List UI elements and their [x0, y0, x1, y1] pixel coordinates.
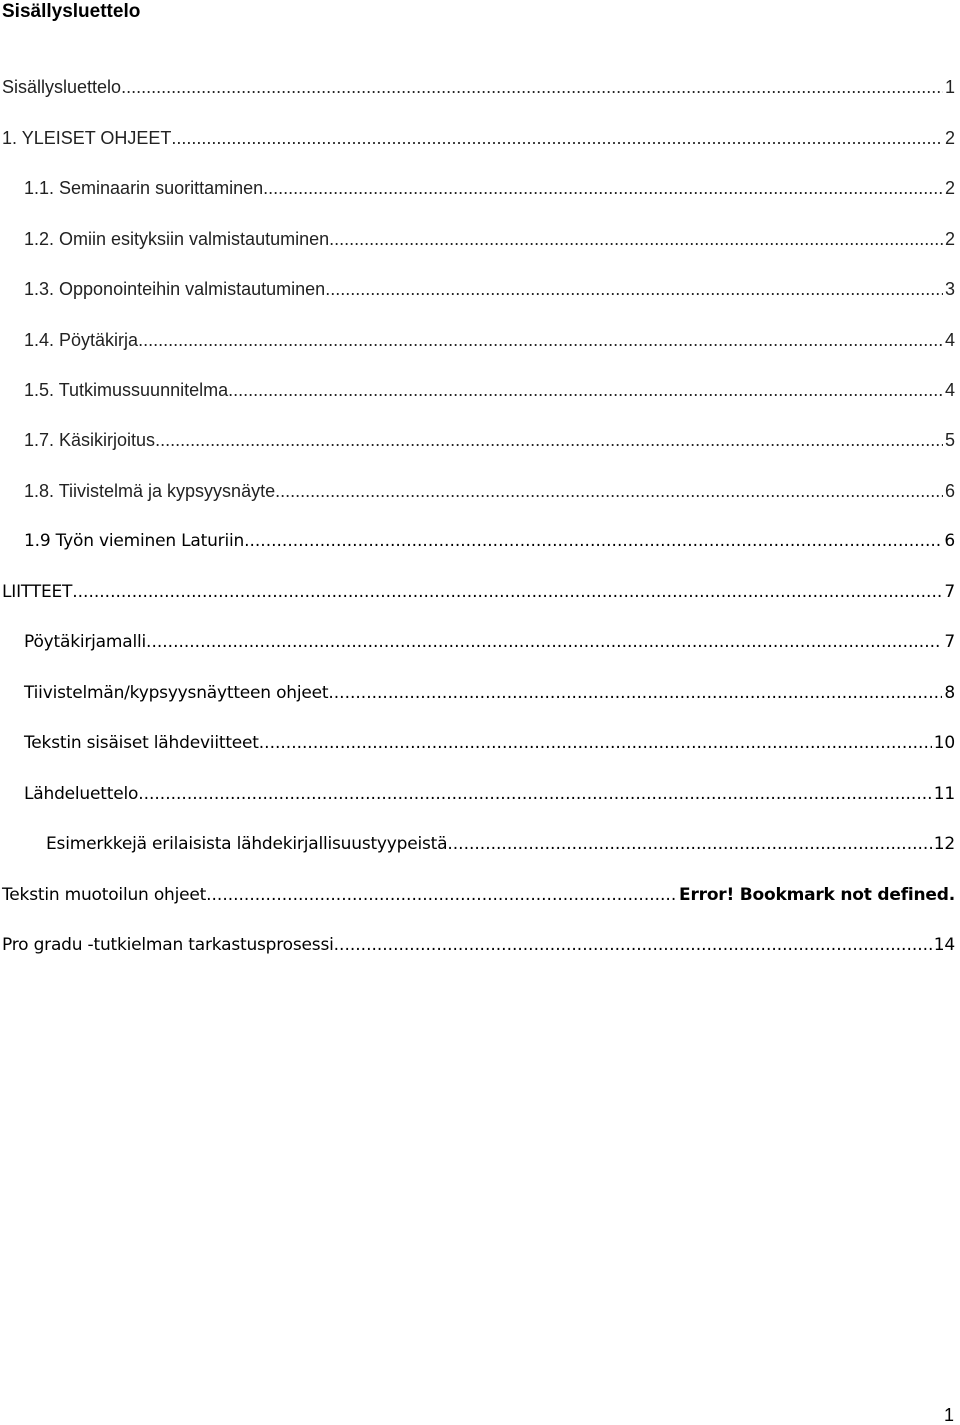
toc-entry-page: 12 [933, 834, 955, 854]
toc-entry-page: 2 [944, 178, 955, 198]
toc-entry-sisallysluettelo[interactable] [2, 75, 955, 99]
toc-entry-tutkimussuunnitelma[interactable] [24, 378, 955, 402]
toc-entry-label: Sisällysluettelo [2, 77, 122, 97]
toc-entry-page: 8 [944, 683, 955, 703]
toc-entry-muotoilun-ohjeet[interactable] [2, 883, 955, 907]
toc-entry-page: 6 [944, 531, 955, 551]
toc-entry-tiivistelma[interactable] [24, 479, 955, 503]
toc-entry-label: LIITTEET [2, 582, 73, 602]
dot-leader [228, 378, 943, 402]
toc-entry-yleiset-ohjeet[interactable] [2, 126, 955, 150]
toc-entry-page: 1 [944, 77, 955, 97]
dot-leader [138, 782, 932, 806]
dot-leader [259, 731, 932, 755]
toc-entry-page: 2 [944, 229, 955, 249]
toc-entry-label: 1.1. Seminaarin suorittaminen [24, 178, 264, 198]
dot-leader [206, 883, 677, 907]
toc-entry-page: 3 [944, 279, 955, 299]
dot-leader [72, 580, 942, 604]
toc-entry-tarkastusprosessi[interactable] [2, 933, 955, 957]
toc-entry-label: Tekstin muotoilun ohjeet [2, 885, 207, 905]
page-number: 1 [943, 1405, 954, 1425]
toc-entry-page: 14 [933, 935, 955, 955]
dot-leader [138, 328, 943, 352]
dot-leader [334, 933, 932, 957]
toc-entry-liitteet[interactable] [2, 580, 955, 604]
toc-entry-kasikirjoitus[interactable] [24, 428, 955, 452]
toc-entry-poytakirjamalli[interactable] [24, 630, 955, 654]
toc-entry-label: Tekstin sisäiset lähdeviitteet [24, 733, 259, 753]
toc-entry-label: 1.9 Työn vieminen Laturiin [24, 531, 245, 551]
toc-entry-label: 1.8. Tiivistelmä ja kypsyysnäyte [24, 481, 276, 501]
toc-entry-label: Esimerkkejä erilaisista lähdekirjallisuustyypeistä [46, 834, 448, 854]
dot-leader [447, 832, 931, 856]
toc-entry-page: 2 [944, 128, 955, 148]
toc-entry-opponointeihin[interactable] [24, 277, 955, 301]
toc-entry-seminaarin-suorittaminen[interactable] [24, 176, 955, 200]
toc-entry-label: 1.7. Käsikirjoitus [24, 430, 156, 450]
toc-entry-laturiin[interactable] [24, 529, 955, 553]
dot-leader [171, 126, 943, 150]
toc-entry-label: 1.5. Tutkimussuunnitelma [24, 380, 229, 400]
dot-leader [155, 428, 943, 452]
toc-entry-label: 1. YLEISET OHJEET [2, 128, 172, 148]
toc-entry-page: 7 [944, 582, 955, 602]
dot-leader [121, 75, 943, 99]
toc-entry-page: 5 [944, 430, 955, 450]
toc-entry-label: 1.3. Opponointeihin valmistautuminen [24, 279, 326, 299]
toc-entry-tiivistelman-ohjeet[interactable] [24, 681, 955, 705]
dot-leader [325, 277, 943, 301]
dot-leader [146, 630, 942, 654]
toc-entry-label: 1.2. Omiin esityksiin valmistautuminen [24, 229, 330, 249]
toc-entry-esimerkkeja[interactable] [46, 832, 955, 856]
toc-entry-label: Lähdeluettelo [24, 784, 139, 804]
dot-leader [329, 227, 943, 251]
toc-entry-page: 4 [944, 380, 955, 400]
dot-leader [244, 529, 942, 553]
toc-entry-label: 1.4. Pöytäkirja [24, 330, 139, 350]
toc-entry-lahdeluettelo[interactable] [24, 782, 955, 806]
toc-entry-label: Pöytäkirjamalli [24, 632, 147, 652]
toc-entry-lahdeviitteet[interactable] [24, 731, 955, 755]
toc-entry-page: 7 [944, 632, 955, 652]
dot-leader [328, 681, 942, 705]
toc-entry-page: 4 [944, 330, 955, 350]
toc-entry-label: Pro gradu -tutkielman tarkastusprosessi [2, 935, 334, 955]
toc-entry-label: Tiivistelmän/kypsyysnäytteen ohjeet [24, 683, 329, 703]
dot-leader [275, 479, 943, 503]
page-title: Sisällysluettelo [2, 1, 141, 22]
toc-entry-page: 11 [933, 784, 955, 804]
toc-entry-omiin-esityksiin[interactable] [24, 227, 955, 251]
toc-entry-page: 6 [944, 481, 955, 501]
toc-entry-page: 10 [933, 733, 955, 753]
toc-entry-page-error: Error! Bookmark not defined. [679, 885, 955, 905]
dot-leader [263, 176, 943, 200]
toc-entry-poytakirja[interactable] [24, 328, 955, 352]
